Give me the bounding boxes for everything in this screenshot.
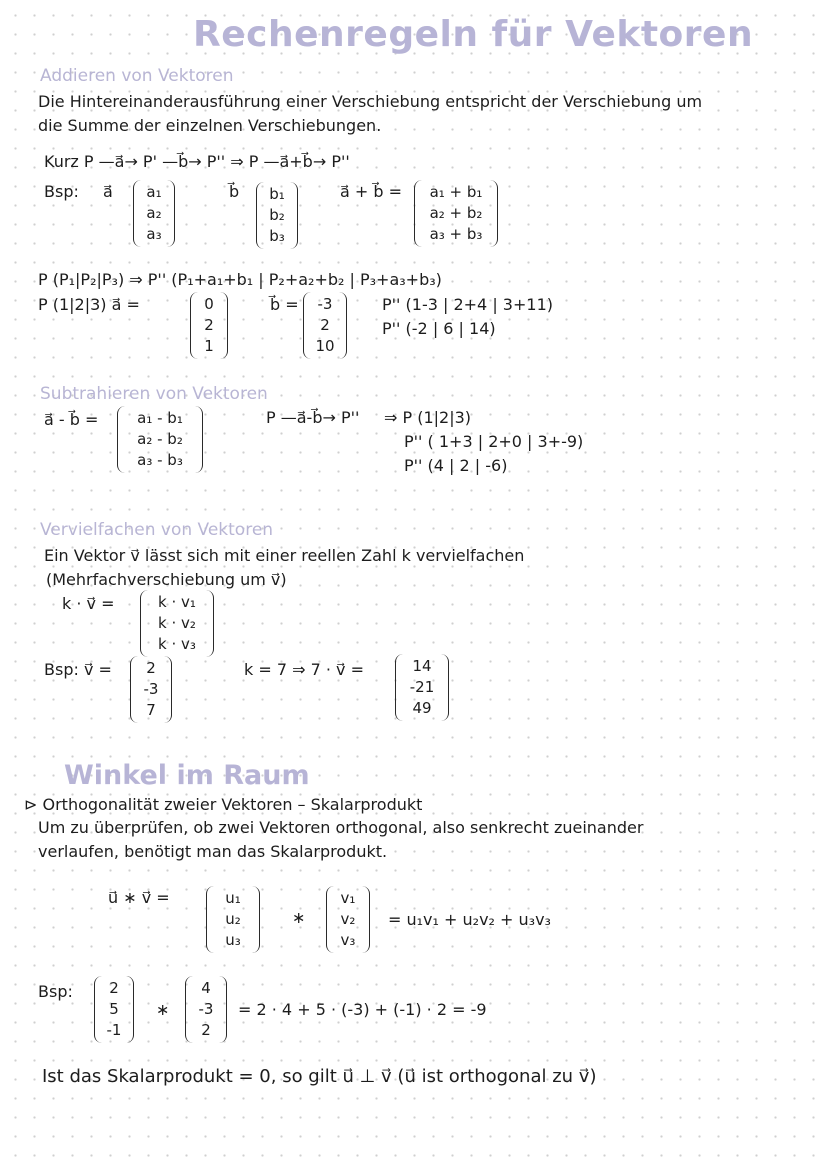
example-b-1: -3	[317, 295, 333, 313]
addieren-text-line2: die Summe der einzelnen Verschiebungen.	[38, 116, 382, 135]
dot-example-calc: = 2 · 4 + 5 · (-3) + (-1) · 2 = -9	[238, 1000, 487, 1019]
orthogonal-subheading: ⊳ Orthogonalität zweier Vektoren – Skalarprodukt	[24, 795, 423, 814]
vector-u-2: u₂	[225, 910, 241, 928]
vector-u-1: u₁	[225, 889, 241, 907]
bsp-label: Bsp:	[44, 182, 79, 201]
orthogonal-line2: verlaufen, benötigt man das Skalarprodukt.	[38, 842, 388, 861]
kv-label: k · v⃗ =	[62, 594, 115, 613]
multiply-example-label: Bsp: v⃗ =	[44, 660, 112, 679]
heading-vervielfachen: Vervielfachen von Vektoren	[40, 520, 274, 540]
vector-v	[326, 886, 370, 953]
vector-sum-1: a₁ + b₁	[429, 183, 483, 201]
example-b-2: 2	[320, 316, 330, 334]
vector-sum	[414, 180, 498, 247]
kv-1: k · v₁	[158, 593, 196, 611]
difference-label: a⃗ - b⃗ =	[44, 410, 99, 429]
dot-example-label: Bsp:	[38, 982, 73, 1001]
example-p: P (1|2|3) a⃗ =	[38, 295, 140, 314]
example-x-1: 2	[109, 979, 119, 997]
vector-b-2: b₂	[269, 206, 285, 224]
example-b-3: 10	[315, 337, 335, 355]
page-title: Rechenregeln für Vektoren	[193, 14, 754, 55]
dot-formula: = u₁v₁ + u₂v₂ + u₃v₃	[388, 910, 551, 929]
multiply-res-3: 49	[412, 699, 432, 717]
example-vector-b	[303, 292, 347, 359]
vector-sum-3: a₃ + b₃	[429, 225, 483, 243]
kv-3: k · v₃	[158, 635, 196, 653]
result-line2: P'' (-2 | 6 | 14)	[382, 319, 496, 338]
example-vector-y	[185, 976, 227, 1043]
heading-subtrahieren: Subtrahieren von Vektoren	[40, 384, 268, 404]
vector-v-1: v₁	[340, 889, 356, 907]
general-rule: P (P₁|P₂|P₃) ⇒ P'' (P₁+a₁+b₁ | P₂+a₂+b₂ | P₃+a₃+b₃)	[38, 270, 442, 289]
kv-2: k · v₂	[158, 614, 196, 632]
result-line1: P'' (1-3 | 2+4 | 3+11)	[382, 295, 553, 314]
vector-a-2: a₂	[146, 204, 162, 222]
vector-u	[206, 886, 260, 953]
dot-star: ∗	[292, 908, 306, 927]
vector-sum-label: a⃗ + b⃗ =	[340, 182, 403, 201]
example-star: ∗	[156, 1000, 170, 1019]
example-b-label: b⃗ =	[270, 295, 299, 314]
vervielfachen-line1: Ein Vektor v⃗ lässt sich mit einer reellen Zahl k vervielfachen	[44, 546, 525, 565]
vector-a-1: a₁	[146, 183, 162, 201]
multiply-vector-v	[130, 656, 172, 723]
vector-v-2: v₂	[340, 910, 356, 928]
vector-b-3: b₃	[269, 227, 285, 245]
orthogonal-conclusion: Ist das Skalarprodukt = 0, so gilt u⃗ ⊥ v⃗ (u⃗ ist orthogonal zu v⃗)	[42, 1066, 597, 1087]
dot-product-label: u⃗ ∗ v⃗ =	[108, 888, 170, 907]
addieren-text-line1: Die Hintereinanderausführung einer Verschiebung entspricht der Verschiebung um	[38, 92, 703, 111]
vector-a	[133, 180, 175, 247]
vector-v-3: v₃	[340, 931, 356, 949]
kv-vector	[140, 590, 214, 657]
vector-b-1: b₁	[269, 185, 285, 203]
heading-addieren: Addieren von Vektoren	[40, 66, 234, 86]
difference-1: a₁ - b₁	[137, 409, 183, 427]
difference-arrow: P —a⃗-b⃗→ P''	[266, 408, 360, 427]
vector-a-3: a₃	[146, 225, 162, 243]
addieren-kurz: Kurz P —a⃗→ P' —b⃗→ P'' ⇒ P —a⃗+b⃗→ P''	[44, 152, 350, 171]
vector-b-label: b⃗	[229, 182, 240, 201]
example-x-2: 5	[109, 1000, 119, 1018]
example-y-3: 2	[201, 1021, 211, 1039]
vervielfachen-line2: (Mehrfachverschiebung um v⃗)	[46, 570, 287, 589]
example-vector-x	[94, 976, 134, 1043]
difference-2: a₂ - b₂	[137, 430, 183, 448]
multiply-res-1: 14	[412, 657, 432, 675]
example-a-3: 1	[204, 337, 214, 355]
example-a-1: 0	[204, 295, 214, 313]
vector-a-label: a⃗	[103, 182, 113, 201]
example-a-2: 2	[204, 316, 214, 334]
multiply-v-3: 7	[146, 701, 156, 719]
example-y-2: -3	[198, 1000, 214, 1018]
section-title-winkel: Winkel im Raum	[64, 760, 310, 791]
multiply-k: k = 7 ⇒ 7 · v⃗ =	[244, 660, 364, 679]
vector-u-3: u₃	[225, 931, 241, 949]
subtract-result1: ⇒ P (1|2|3)	[384, 408, 472, 427]
example-y-1: 4	[201, 979, 211, 997]
multiply-v-1: 2	[146, 659, 156, 677]
multiply-v-2: -3	[143, 680, 159, 698]
vector-b	[256, 182, 298, 249]
difference-vector	[117, 406, 203, 473]
multiply-result-vector	[395, 654, 449, 721]
difference-3: a₃ - b₃	[137, 451, 183, 469]
example-x-3: -1	[106, 1021, 122, 1039]
vector-sum-2: a₂ + b₂	[429, 204, 483, 222]
example-vector-a	[190, 292, 228, 359]
orthogonal-line1: Um zu überprüfen, ob zwei Vektoren orthogonal, also senkrecht zueinander	[38, 818, 644, 837]
subtract-result3: P'' (4 | 2 | -6)	[404, 456, 508, 475]
subtract-result2: P'' ( 1+3 | 2+0 | 3+-9)	[404, 432, 584, 451]
multiply-res-2: -21	[409, 678, 435, 696]
